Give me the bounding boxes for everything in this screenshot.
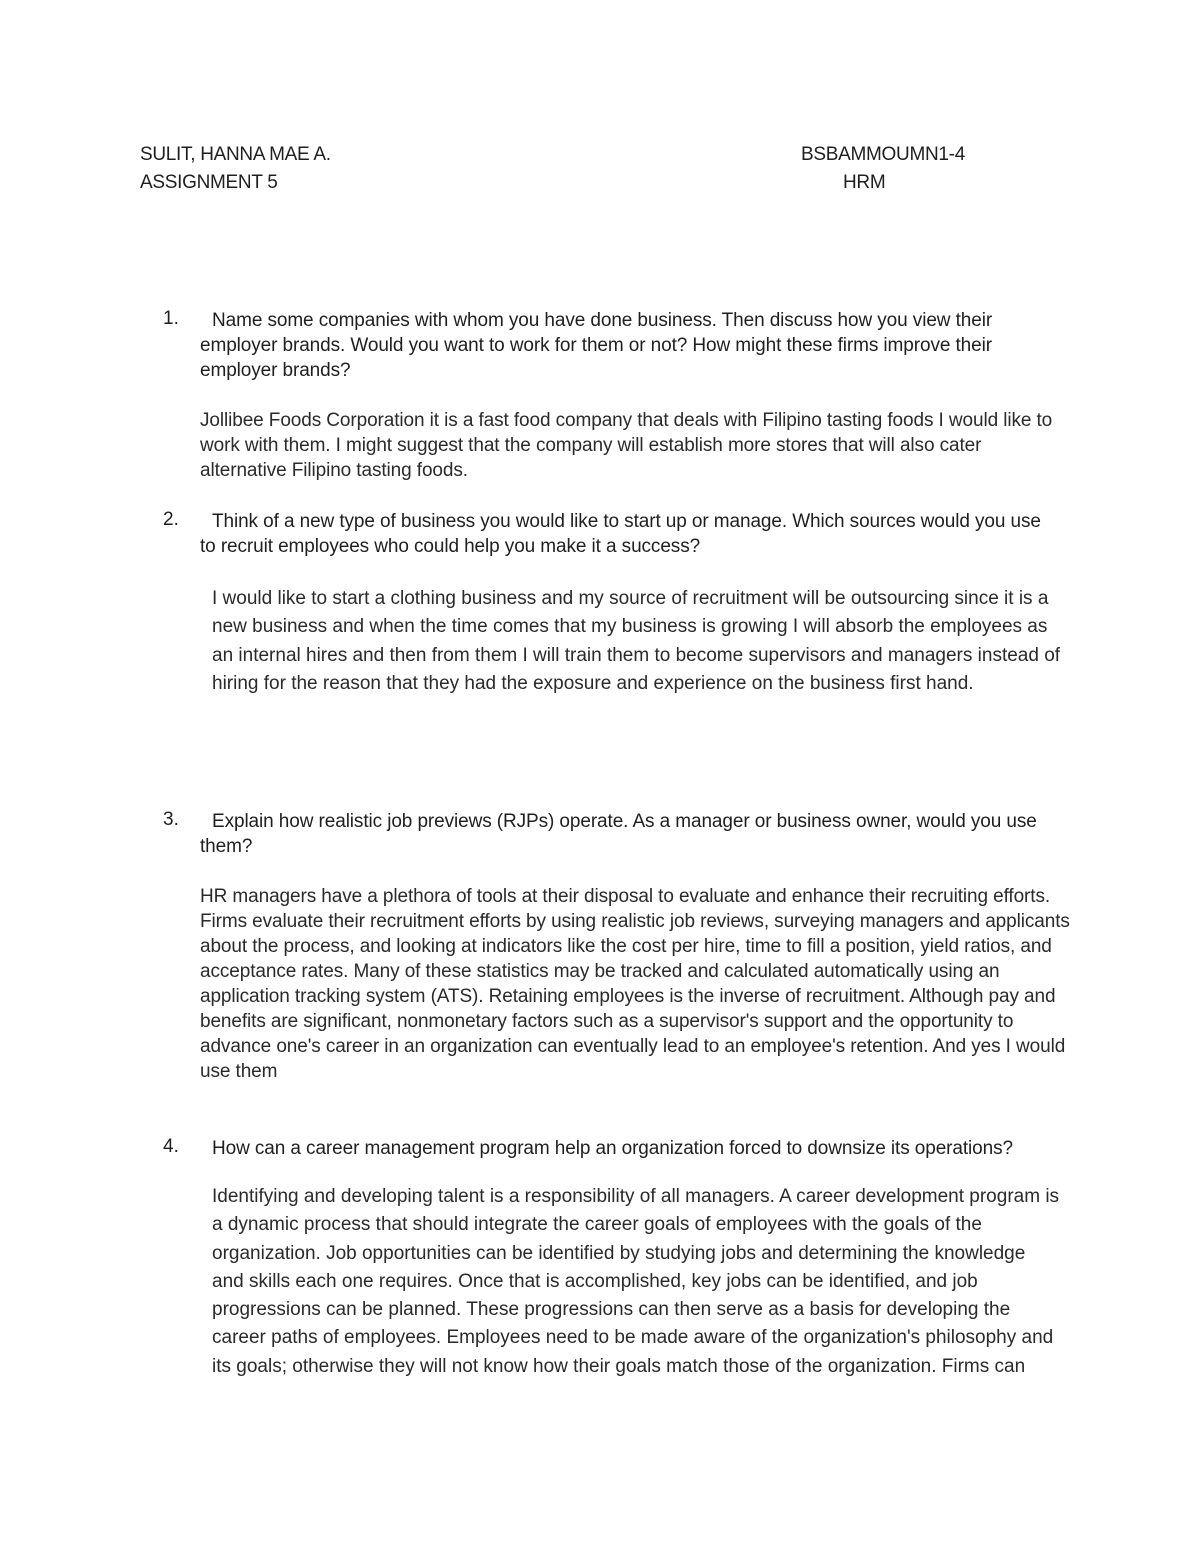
course-code: BSBAMMOUMN1-4 <box>801 144 965 165</box>
question-1-number: 1. <box>163 308 179 329</box>
question-2-text: Think of a new type of business you would like to start up or manage. Which sources would you use to recruit employees who could help you make it a success? <box>200 511 1041 557</box>
subject-code: HRM <box>843 172 886 193</box>
question-4-number: 4. <box>163 1136 179 1157</box>
question-2-number: 2. <box>163 509 179 530</box>
question-4-text: How can a career management program help an organization forced to downsize its operations? <box>212 1138 1013 1159</box>
answer-2-text: I would like to start a clothing business and my source of recruitment will be outsourcing since it is a new business and when the time comes that my business is growing I will absorb the employees as an internal hires and then from them I will train them to become supervisors and managers instead of hiring for the reason that they had the exposure and experience on the business first hand. <box>212 588 1061 694</box>
student-name: SULIT, HANNA MAE A. <box>140 144 331 165</box>
answer-3-text: HR managers have a plethora of tools at their disposal to evaluate and enhance their recruiting efforts. Firms evaluate their recruitment efforts by using realistic job reviews, surveying managers and applicants about the process, and looking at indicators like the cost per hire, time to fill a position, yield ratios, and acceptance rates. Many of these statistics may be tracked and calculated automatically using an application tracking system (ATS). Retaining employees is the inverse of recruitment. Although pay and benefits are significant, nonmonetary factors such as a supervisor's support and the opportunity to advance one's career in an organization can eventually lead to an employee's retention. And yes I would use them <box>200 886 1070 1082</box>
answer-1-text: Jollibee Foods Corporation it is a fast food company that deals with Filipino tasting foods I would like to work with them. I might suggest that the company will establish more stores that will also cater alternative Filipino tasting foods. <box>200 410 1053 481</box>
question-3-number: 3. <box>163 809 179 830</box>
question-3-text: Explain how realistic job previews (RJPs) operate. As a manager or business owner, would you use them? <box>200 811 1037 857</box>
assignment-title: ASSIGNMENT 5 <box>140 172 278 193</box>
answer-4-text: Identifying and developing talent is a responsibility of all managers. A career development program is a dynamic process that should integrate the career goals of employees with the goals of the organization. Job opportunities can be identified by studying jobs and determining the knowledge and skills each one requires. Once that is accomplished, key jobs can be identified, and job progressions can be planned. These progressions can then serve as a basis for developing the career paths of employees. Employees need to be made aware of the organization's philosophy and its goals; otherwise they will not know how their goals match those of the organization. Firms can <box>212 1186 1060 1377</box>
question-1-text: Name some companies with whom you have done business. Then discuss how you view their employer brands. Would you want to work for them or not? How might these firms improve their employer brands? <box>200 310 993 381</box>
